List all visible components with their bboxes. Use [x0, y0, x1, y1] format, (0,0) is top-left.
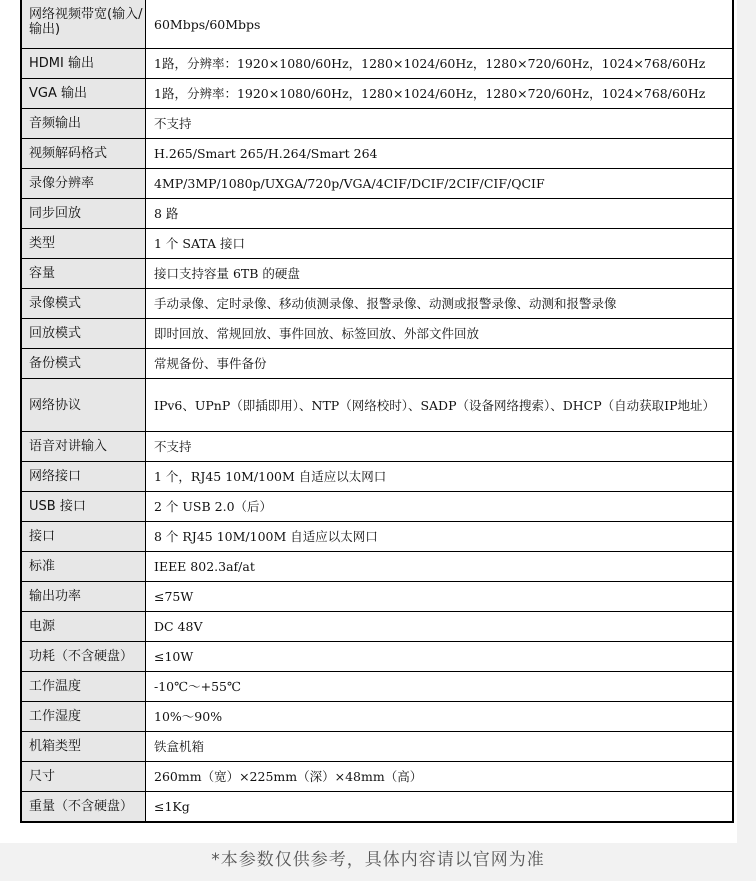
spec-value: 2 个 USB 2.0（后） [146, 492, 734, 522]
spec-value: 不支持 [146, 109, 734, 139]
spec-value: 4MP/3MP/1080p/UXGA/720p/VGA/4CIF/DCIF/2CIF/CIF/QCIF [146, 169, 734, 199]
spec-label: 网络协议 [21, 379, 146, 432]
spec-value: IEEE 802.3af/at [146, 552, 734, 582]
spec-row [21, 432, 733, 462]
spec-value: 1路，分辨率：1920×1080/60Hz，1280×1024/60Hz，1280×720/60Hz，1024×768/60Hz [146, 49, 734, 79]
spec-label: 备份模式 [21, 349, 146, 379]
spec-value: 1 个 SATA 接口 [146, 229, 734, 259]
spec-value: 60Mbps/60Mbps [146, 0, 734, 49]
spec-row [21, 702, 733, 732]
spec-label: 视频解码格式 [21, 139, 146, 169]
spec-value: ≤10W [146, 642, 734, 672]
spec-value: 铁盒机箱 [146, 732, 734, 762]
spec-value: H.265/Smart 265/H.264/Smart 264 [146, 139, 734, 169]
spec-row [21, 582, 733, 612]
spec-label: 输出功率 [21, 582, 146, 612]
spec-label: 网络视频带宽(输入/输出) [21, 0, 146, 49]
spec-value: 即时回放、常规回放、事件回放、标签回放、外部文件回放 [146, 319, 734, 349]
spec-label: 录像模式 [21, 289, 146, 319]
spec-value: 8 路 [146, 199, 734, 229]
spec-row [21, 79, 733, 109]
spec-label: 语音对讲输入 [21, 432, 146, 462]
spec-row [21, 349, 733, 379]
spec-row [21, 379, 733, 432]
spec-value: 手动录像、定时录像、移动侦测录像、报警录像、动测或报警录像、动测和报警录像 [146, 289, 734, 319]
spec-label: 重量（不含硬盘） [21, 792, 146, 823]
spec-row [21, 522, 733, 552]
spec-label: 尺寸 [21, 762, 146, 792]
spec-row [21, 139, 733, 169]
spec-row [21, 289, 733, 319]
spec-row [21, 732, 733, 762]
spec-label: HDMI 输出 [21, 49, 146, 79]
spec-value: 8 个 RJ45 10M/100M 自适应以太网口 [146, 522, 734, 552]
spec-value: 常规备份、事件备份 [146, 349, 734, 379]
spec-label: 电源 [21, 612, 146, 642]
spec-row [21, 462, 733, 492]
spec-label: 类型 [21, 229, 146, 259]
spec-label: VGA 输出 [21, 79, 146, 109]
spec-row [21, 0, 733, 49]
spec-label: 录像分辨率 [21, 169, 146, 199]
spec-value: DC 48V [146, 612, 734, 642]
spec-value: 1路，分辨率：1920×1080/60Hz，1280×1024/60Hz，1280×720/60Hz，1024×768/60Hz [146, 79, 734, 109]
spec-row [21, 672, 733, 702]
spec-value: 1 个，RJ45 10M/100M 自适应以太网口 [146, 462, 734, 492]
spec-label: 接口 [21, 522, 146, 552]
spec-value: -10℃～+55℃ [146, 672, 734, 702]
spec-row [21, 229, 733, 259]
spec-label: 工作湿度 [21, 702, 146, 732]
spec-row [21, 109, 733, 139]
spec-row [21, 492, 733, 522]
spec-value: ≤75W [146, 582, 734, 612]
spec-row [21, 49, 733, 79]
spec-label: 容量 [21, 259, 146, 289]
spec-table [20, 0, 734, 823]
spec-label: 同步回放 [21, 199, 146, 229]
spec-row [21, 199, 733, 229]
spec-label: 标准 [21, 552, 146, 582]
spec-value: 260mm（宽）×225mm（深）×48mm（高） [146, 762, 734, 792]
spec-value: 接口支持容量 6TB 的硬盘 [146, 259, 734, 289]
spec-row [21, 319, 733, 349]
spec-value: ≤1Kg [146, 792, 734, 823]
spec-value: 不支持 [146, 432, 734, 462]
spec-value: 10%～90% [146, 702, 734, 732]
spec-label: USB 接口 [21, 492, 146, 522]
spec-label: 音频输出 [21, 109, 146, 139]
spec-row [21, 612, 733, 642]
spec-label: 工作温度 [21, 672, 146, 702]
spec-row [21, 169, 733, 199]
spec-row [21, 259, 733, 289]
spec-row [21, 642, 733, 672]
spec-label: 网络接口 [21, 462, 146, 492]
spec-label: 机箱类型 [21, 732, 146, 762]
spec-value: IPv6、UPnP（即插即用）、NTP（网络校时）、SADP（设备网络搜索）、DHCP（自动获取IP地址） [146, 379, 734, 432]
spec-label: 功耗（不含硬盘） [21, 642, 146, 672]
spec-row [21, 552, 733, 582]
spec-row [21, 762, 733, 792]
spec-row [21, 792, 733, 823]
spec-label: 回放模式 [21, 319, 146, 349]
disclaimer-footnote: *本参数仅供参考，具体内容请以官网为准 [211, 850, 545, 870]
